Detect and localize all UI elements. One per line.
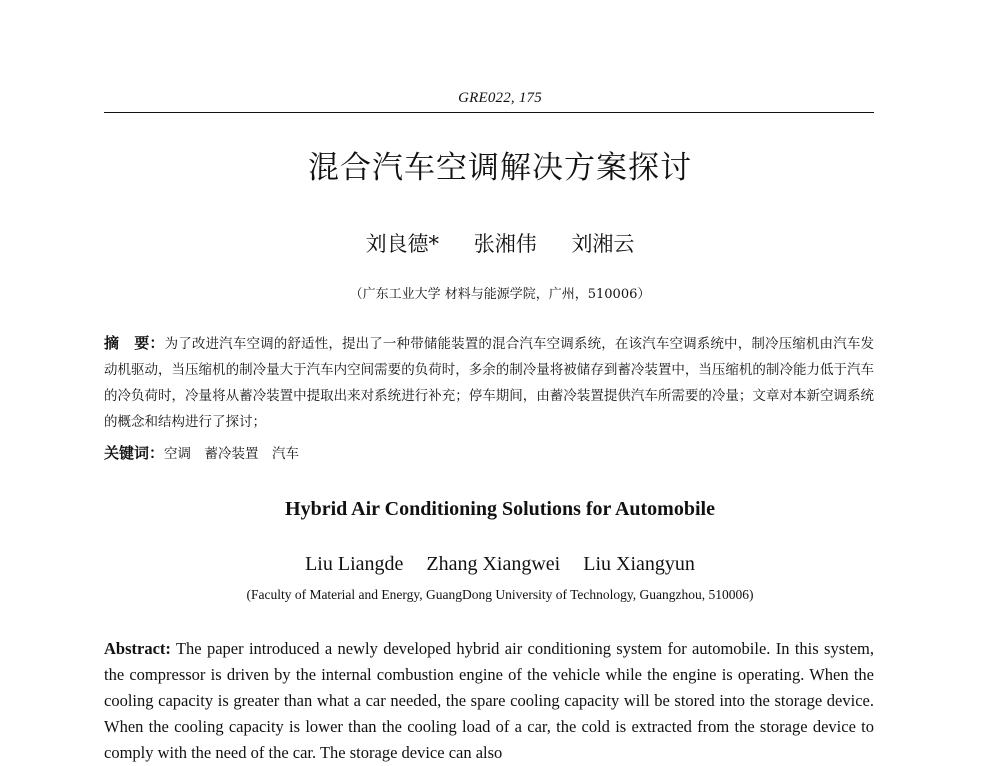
keywords-text-chinese: 空调 蓄冷装置 汽车 [164,446,300,462]
abstract-label-english: Abstract: [104,639,171,658]
abstract-label-chinese: 摘 要： [104,334,165,352]
abstract-text-chinese: 为了改进汽车空调的舒适性，提出了一种带储能装置的混合汽车空调系统，在该汽车空调系统中，制冷压缩机由汽车发动机驱动，当压缩机的制冷量大于汽车内空间需要的负荷时，多余的制冷量将被储存到蓄冷装置中，当压缩机的制冷能力低于汽车的冷负荷时，冷量将从蓄冷装置中提取出来对系统进行补充；停车期间，由蓄冷装置提供汽车所需要的冷量；文章对本新空调系统的概念和结构进行了探讨； [104,336,874,430]
paper-code: GRE022, 175 [458,90,542,106]
keywords-chinese [104,442,874,463]
title-english: Hybrid Air Conditioning Solutions for Automobile [285,498,715,520]
abstract-chinese [104,330,874,435]
author-en-1: Liu Liangde [305,553,404,575]
author-cn-3: 刘湘云 [571,232,635,256]
author-en-3: Liu Xiangyun [583,553,695,575]
keywords-label-chinese: 关键词： [104,444,165,462]
author-cn-1: 刘良德* [365,232,440,256]
header-rule [104,112,874,113]
authors-english [0,553,1000,576]
abstract-english [104,636,874,766]
abstract-text-english: The paper introduced a newly developed hybrid air conditioning system for automobile. In this system, the compressor is driven by the internal combustion engine of the vehicle while the engine is operating. When the cooling capacity is greater than what a car needed, the spare cooling capacity will be stored into the storage device. When the cooling capacity is lower than the cooling load of a car, the cold is extracted from the storage device to comply with the need of the car. The storage device can also [104,639,874,762]
authors-chinese [0,228,1000,258]
title-chinese: 混合汽车空调解决方案探讨 [308,150,692,186]
affiliation-english: (Faculty of Material and Energy, GuangDong University of Technology, Guangzhou, 510006) [246,587,754,602]
affiliation-chinese: （广东工业大学 材料与能源学院，广州，510006） [349,287,651,302]
author-en-2: Zhang Xiangwei [426,553,561,575]
author-cn-2: 张湘伟 [473,232,537,256]
